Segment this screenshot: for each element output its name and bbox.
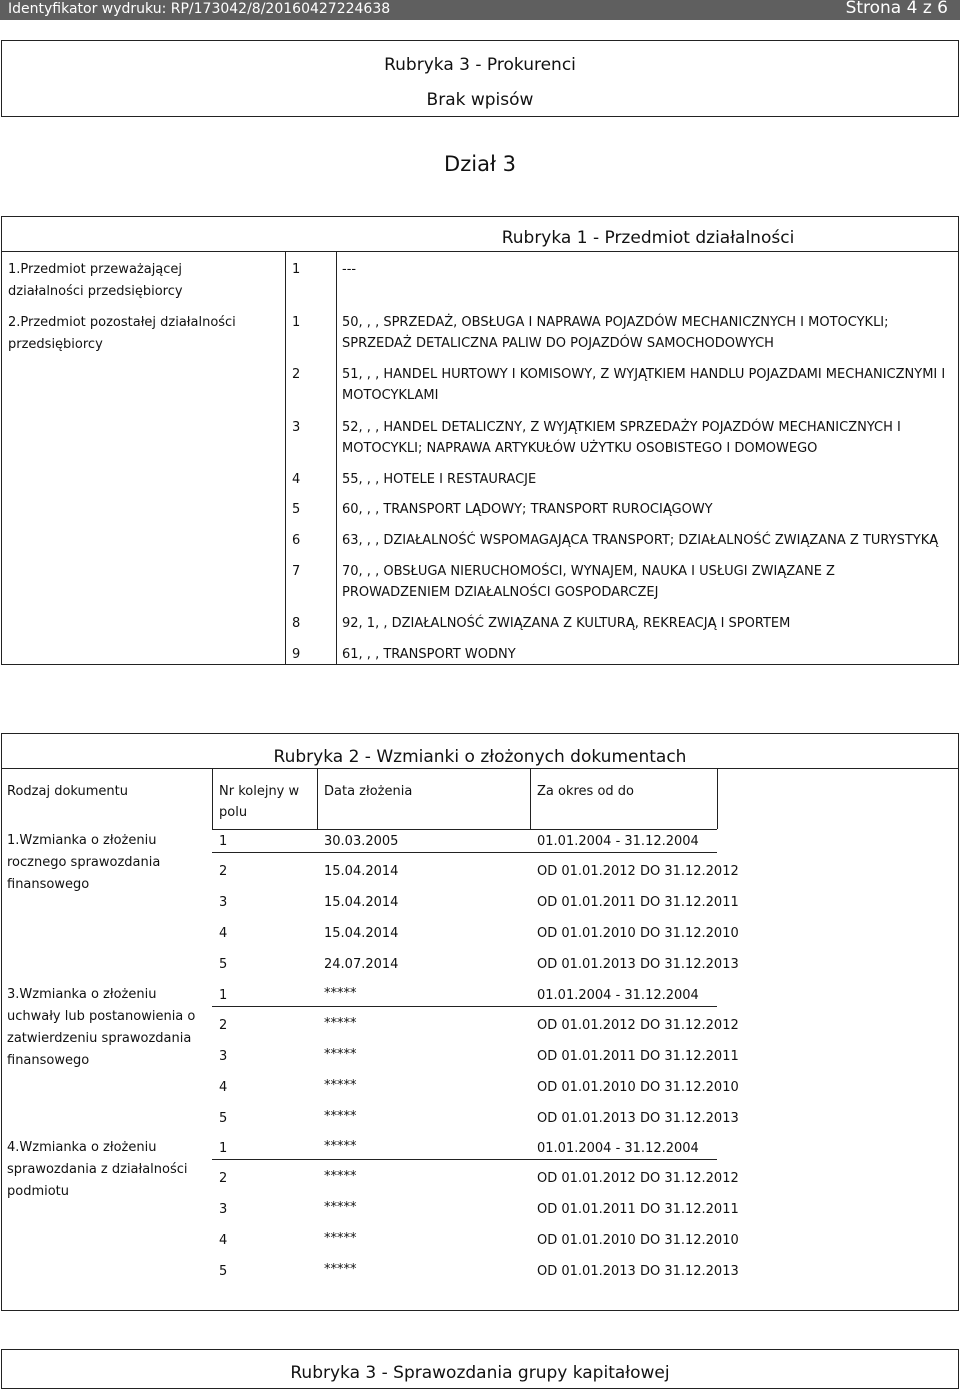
section-title: Rubryka 3 - Sprawozdania grupy kapitałowej [290,1363,670,1383]
nr-cell: 1 [219,988,228,1003]
period-cell: OD 01.01.2013 DO 31.12.2013 [537,957,739,972]
column-divider [530,769,531,829]
nr-cell: 5 [219,1264,228,1279]
period-cell: 01.01.2004 - 31.12.2004 [537,988,699,1003]
column-divider [336,252,337,664]
column-divider [717,769,718,829]
date-cell: ***** [324,1231,357,1246]
period-cell: OD 01.01.2013 DO 31.12.2013 [537,1264,739,1279]
date-cell: ***** [324,1078,357,1093]
column-header-data: Data złożenia [324,784,413,799]
nr-cell: 2 [219,864,228,879]
period-cell: OD 01.01.2010 DO 31.12.2010 [537,1233,739,1248]
category-label: 1.Przedmiot przeważającej działalności przedsiębiorcy [8,262,183,299]
date-cell: ***** [324,1109,357,1124]
row-text: 52, , , HANDEL DETALICZNY, Z WYJĄTKIEM SPRZEDAŻY POJAZDÓW MECHANICZNYCH I MOTOCYKLI; NAPRAWA ARTYKUŁÓW UŻYTKU OSOBISTEGO I DOMOWEGO [342,420,901,456]
nr-cell: 5 [219,1111,228,1126]
section-title: Rubryka 3 - Prokurenci [384,55,576,75]
divider [2,768,958,769]
row-number: 3 [292,420,301,435]
nr-cell: 5 [219,957,228,972]
column-header-okres: Za okres od do [537,784,634,799]
document-type-label: 4.Wzmianka o złożeniu sprawozdania z działalności podmiotu [7,1140,188,1199]
date-cell: ***** [324,1169,357,1184]
section-title: Rubryka 2 - Wzmianki o złożonych dokumentach [273,747,687,767]
date-cell: 24.07.2014 [324,957,399,972]
section-grupy [1,1349,959,1389]
row-number: 4 [292,472,301,487]
row-divider [212,1159,717,1160]
row-number: 9 [292,647,301,662]
period-cell: OD 01.01.2012 DO 31.12.2012 [537,864,739,879]
column-header-rodzaj: Rodzaj dokumentu [7,784,128,799]
period-cell: OD 01.01.2010 DO 31.12.2010 [537,926,739,941]
period-cell: OD 01.01.2010 DO 31.12.2010 [537,1080,739,1095]
nr-cell: 2 [219,1018,228,1033]
row-text: 51, , , HANDEL HURTOWY I KOMISOWY, Z WYJĄTKIEM HANDLU POJAZDAMI MECHANICZNYMI I MOTOCYKLAMI [342,367,946,403]
nr-cell: 4 [219,1233,228,1248]
section-title: Rubryka 1 - Przedmiot działalności [501,228,795,248]
section-wzmianki [1,733,959,1311]
date-cell: ***** [324,1200,357,1215]
nr-cell: 3 [219,1202,228,1217]
print-identifier: Identyfikator wydruku: RP/173042/8/20160427224638 [8,1,391,17]
row-number: 7 [292,564,301,579]
date-cell: 15.04.2014 [324,864,399,879]
column-divider [285,252,286,664]
period-cell: OD 01.01.2012 DO 31.12.2012 [537,1171,739,1186]
row-number: 2 [292,367,301,382]
period-cell: 01.01.2004 - 31.12.2004 [537,1141,699,1156]
date-cell: 15.04.2014 [324,926,399,941]
period-cell: OD 01.01.2012 DO 31.12.2012 [537,1018,739,1033]
row-divider [212,852,717,853]
dzial-title: Dział 3 [444,152,516,176]
section-prokurenci [1,40,959,117]
column-divider [317,769,318,829]
date-cell: ***** [324,1262,357,1277]
row-number: 5 [292,502,301,517]
document-type-label: 3.Wzmianka o złożeniu uchwały lub postanowienia o zatwierdzeniu sprawozdania finansowego [7,987,196,1068]
column-header-nr: Nr kolejny w polu [219,784,300,820]
header-underline [212,829,717,830]
row-number: 8 [292,616,301,631]
period-cell: OD 01.01.2011 DO 31.12.2011 [537,895,739,910]
document-type-label: 1.Wzmianka o złożeniu rocznego sprawozdania finansowego [7,833,161,892]
divider [2,251,958,252]
date-cell: 30.03.2005 [324,834,399,849]
period-cell: OD 01.01.2013 DO 31.12.2013 [537,1111,739,1126]
row-text: 55, , , HOTELE I RESTAURACJE [342,472,537,487]
date-cell: 15.04.2014 [324,895,399,910]
row-number: 1 [292,315,301,330]
section-przedmiot [1,216,959,665]
row-number: 6 [292,533,301,548]
row-divider [212,1006,717,1007]
row-text: 63, , , DZIAŁALNOŚĆ WSPOMAGAJĄCA TRANSPORT; DZIAŁALNOŚĆ ZWIĄZANA Z TURYSTYKĄ [342,533,939,548]
nr-cell: 4 [219,926,228,941]
page-indicator: Strona 4 z 6 [845,0,948,18]
nr-cell: 3 [219,1049,228,1064]
nr-cell: 2 [219,1171,228,1186]
category-label: 2.Przedmiot pozostałej działalności przedsiębiorcy [8,315,236,352]
row-text: 70, , , OBSŁUGA NIERUCHOMOŚCI, WYNAJEM, NAUKA I USŁUGI ZWIĄZANE Z PROWADZENIEM DZIAŁALNOŚCI GOSPODARCZEJ [342,564,835,600]
period-cell: OD 01.01.2011 DO 31.12.2011 [537,1049,739,1064]
row-text: 50, , , SPRZEDAŻ, OBSŁUGA I NAPRAWA POJAZDÓW MECHANICZNYCH I MOTOCYKLI; SPRZEDAŻ DETALICZNA PALIW DO POJAZDÓW SAMOCHODOWYCH [342,315,889,351]
nr-cell: 4 [219,1080,228,1095]
row-number: 1 [292,262,301,277]
row-text: --- [342,262,357,277]
nr-cell: 1 [219,1141,228,1156]
row-text: 61, , , TRANSPORT WODNY [342,647,516,662]
no-entries-text: Brak wpisów [426,90,534,110]
nr-cell: 3 [219,895,228,910]
row-text: 60, , , TRANSPORT LĄDOWY; TRANSPORT RUROCIĄGOWY [342,502,713,517]
date-cell: ***** [324,986,357,1001]
period-cell: 01.01.2004 - 31.12.2004 [537,834,699,849]
date-cell: ***** [324,1016,357,1031]
date-cell: ***** [324,1139,357,1154]
row-text: 92, 1, , DZIAŁALNOŚĆ ZWIĄZANA Z KULTURĄ, REKREACJĄ I SPORTEM [342,616,791,631]
column-divider [212,769,213,829]
period-cell: OD 01.01.2011 DO 31.12.2011 [537,1202,739,1217]
nr-cell: 1 [219,834,228,849]
date-cell: ***** [324,1047,357,1062]
print-header-bar [0,0,960,20]
